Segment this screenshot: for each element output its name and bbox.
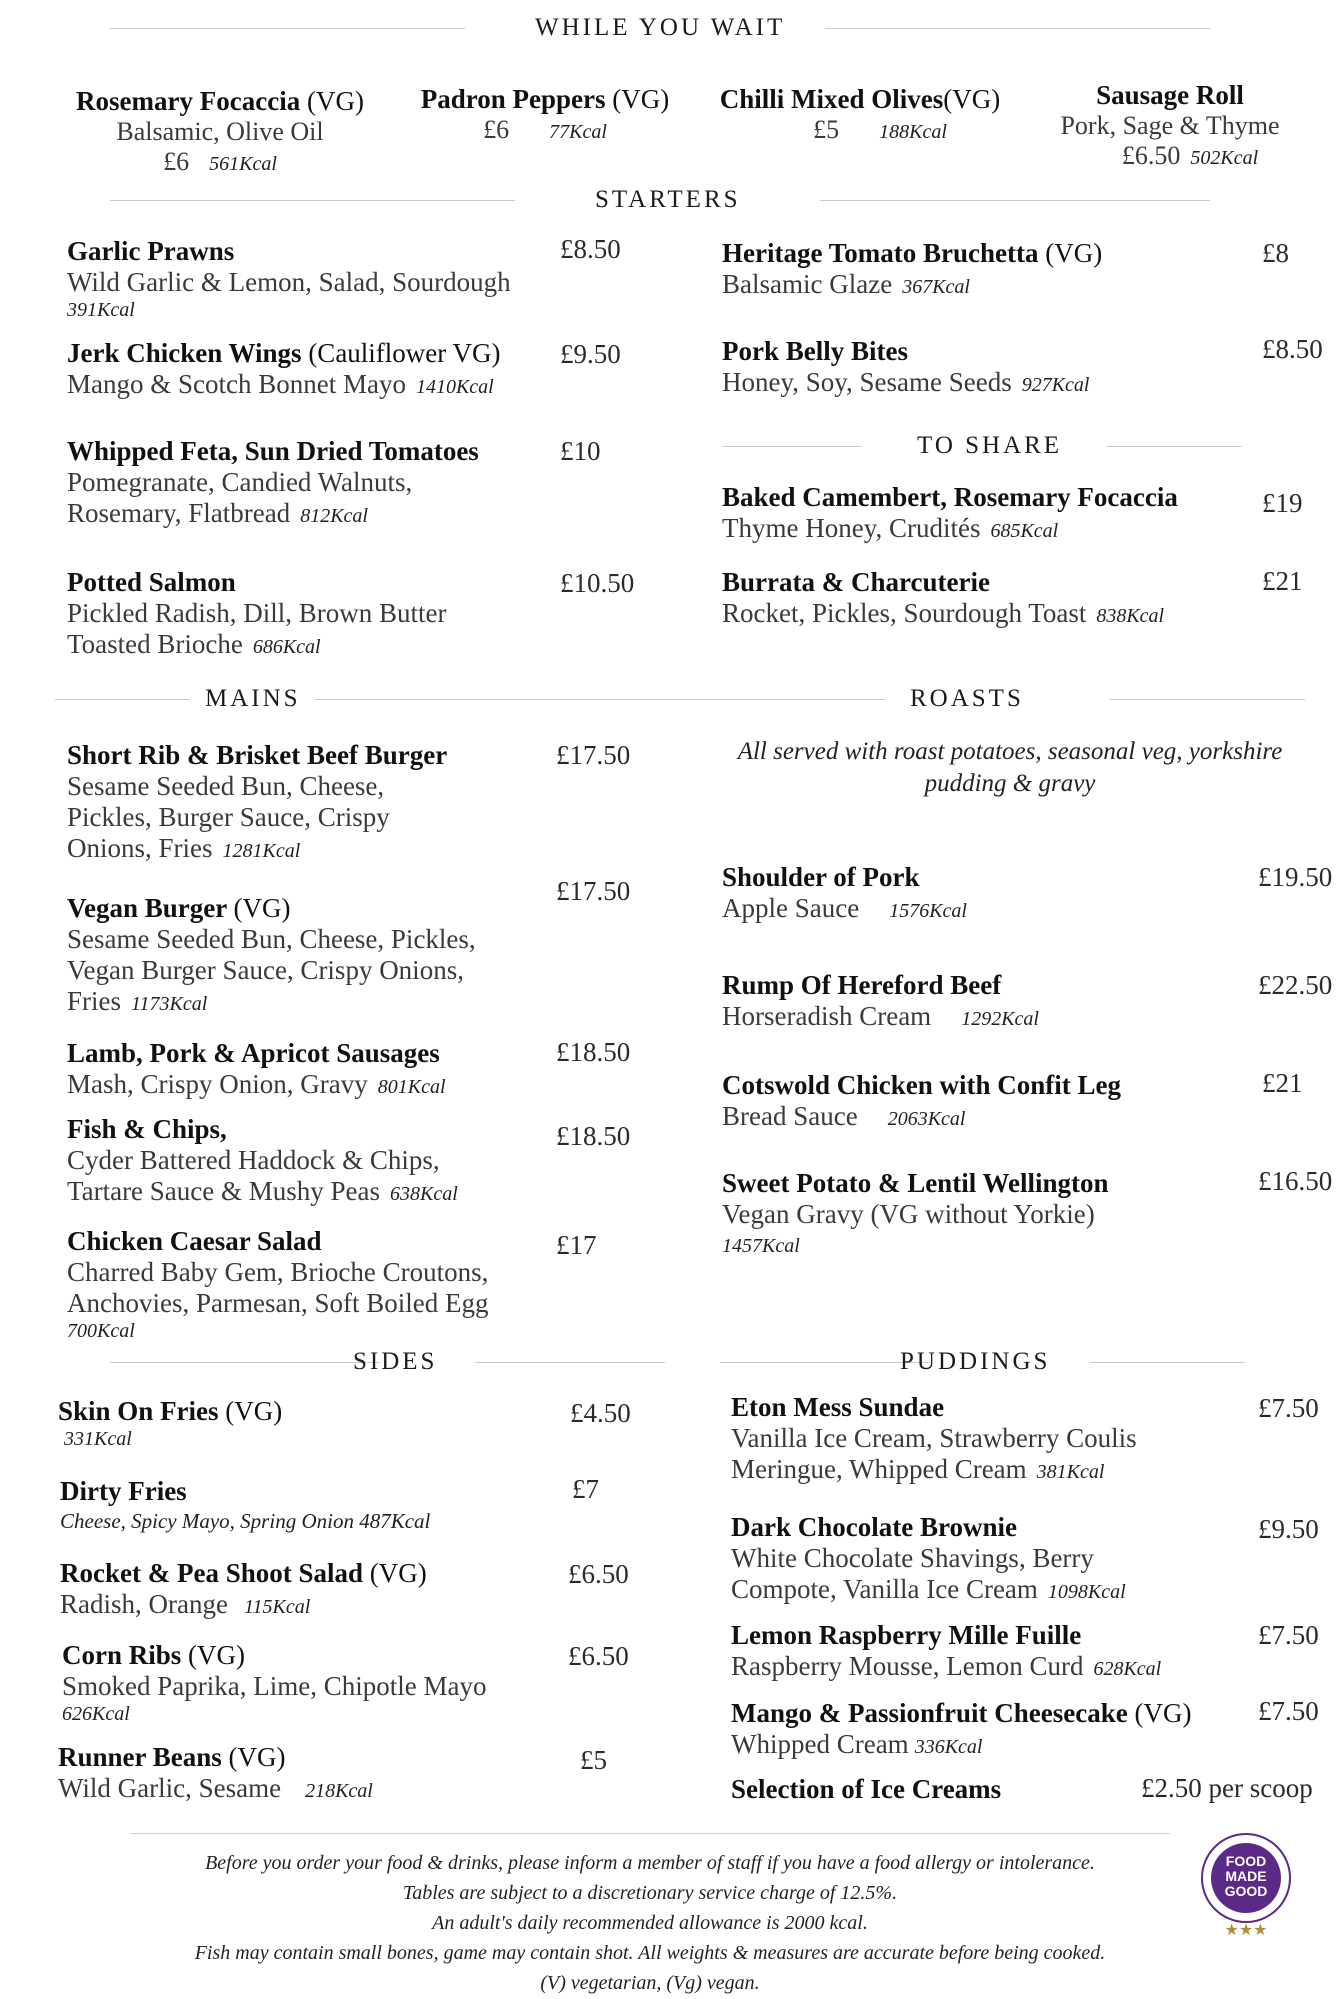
item-description: Toasted Brioche 686Kcal (67, 629, 321, 659)
footer-line: Tables are subject to a discretionary service charge of 12.5%. (402, 1882, 898, 1904)
item-price: £18.50 (556, 1037, 631, 1067)
item-kcal: 628Kcal (1093, 1658, 1162, 1680)
header-rule (110, 28, 465, 29)
item-price: £10 (560, 436, 601, 466)
item-price: £6.50 (568, 1641, 629, 1671)
section-header-sides (55, 1348, 665, 1378)
item-kcal: 1457Kcal (722, 1235, 800, 1257)
item-price: £18.50 (556, 1121, 631, 1151)
item-name: Dark Chocolate Brownie (731, 1512, 1017, 1542)
item-price: £8.50 (560, 234, 621, 264)
item-description: Onions, Fries 1281Kcal (67, 833, 301, 863)
item-price: £7.50 (1258, 1393, 1319, 1423)
item-description: Sesame Seeded Bun, Cheese, Pickles, (67, 924, 476, 954)
menu-item (60, 1558, 427, 1623)
item-price: £9.50 (560, 339, 621, 369)
item-description: Charred Baby Gem, Brioche Croutons, (67, 1257, 489, 1287)
menu-item (67, 1226, 488, 1343)
item-kcal: 331Kcal (64, 1428, 132, 1450)
item-description: Pickled Radish, Dill, Brown Butter (67, 598, 447, 628)
item-name: Vegan Burger (VG) (67, 893, 291, 923)
item-price-line (705, 115, 1015, 147)
item-name: Baked Camembert, Rosemary Focaccia (722, 482, 1178, 512)
item-description: Mash, Crispy Onion, Gravy 801Kcal (67, 1069, 446, 1099)
item-price-line (60, 147, 380, 179)
item-kcal: 336Kcal (914, 1736, 983, 1758)
item-name: Rosemary Focaccia (VG) (76, 86, 364, 116)
menu-item (1035, 80, 1305, 173)
section-header-puddings (660, 1348, 1305, 1378)
item-kcal: 188Kcal (879, 121, 947, 143)
item-name: Potted Salmon (67, 567, 236, 597)
footer-line: (V) vegetarian, (Vg) vegan. (540, 1972, 760, 1994)
header-rule (1107, 446, 1242, 447)
item-price-line (1035, 141, 1305, 173)
item-name: Chicken Caesar Salad (67, 1226, 322, 1256)
item-description: Compote, Vanilla Ice Cream 1098Kcal (731, 1574, 1126, 1604)
menu-item (67, 740, 447, 867)
item-price: £6 (483, 115, 510, 144)
footer-line: Before you order your food & drinks, please inform a member of staff if you have a food allergy or intolerance. (205, 1852, 1095, 1874)
item-price: £21 (1262, 566, 1303, 596)
item-price: £22.50 (1258, 970, 1333, 1000)
item-description: Fries 1173Kcal (67, 986, 208, 1016)
item-price: £7.50 (1258, 1620, 1319, 1650)
header-rule (720, 1362, 930, 1363)
item-kcal: 801Kcal (377, 1076, 446, 1098)
item-kcal: 77Kcal (549, 121, 607, 143)
menu-item (731, 1512, 1126, 1608)
item-name: Rump Of Hereford Beef (722, 970, 1002, 1000)
item-kcal: 686Kcal (252, 636, 321, 658)
menu-item (731, 1620, 1161, 1685)
item-description: Radish, Orange 115Kcal (60, 1589, 311, 1619)
header-rule (110, 1362, 380, 1363)
item-kcal: 218Kcal (305, 1780, 373, 1802)
footer-line: An adult's daily recommended allowance is 2000 kcal. (432, 1912, 868, 1934)
item-price-line (410, 115, 680, 147)
header-rule (1110, 699, 1305, 700)
item-description: Sesame Seeded Bun, Cheese, (67, 771, 385, 801)
item-price: £5 (580, 1745, 607, 1775)
menu-item (67, 436, 479, 532)
item-price: £6.50 (1121, 141, 1181, 170)
header-rule (660, 699, 885, 700)
menu-item (722, 970, 1039, 1035)
menu-item (410, 84, 680, 147)
menu-item (722, 482, 1178, 547)
item-description: Balsamic, Olive Oil (116, 117, 324, 146)
item-name: Lemon Raspberry Mille Fuille (731, 1620, 1082, 1650)
section-header-mains (55, 685, 665, 715)
item-kcal: 927Kcal (1021, 374, 1090, 396)
menu-item (722, 1070, 1121, 1135)
item-name: Skin On Fries (VG) (58, 1396, 283, 1426)
item-kcal: 1576Kcal (889, 900, 967, 922)
item-name: Fish & Chips, (67, 1114, 227, 1144)
section-title: SIDES (353, 1348, 438, 1375)
item-name: Mango & Passionfruit Cheesecake (VG) (731, 1698, 1192, 1728)
section-title: STARTERS (595, 186, 741, 213)
menu-item (722, 862, 967, 927)
item-name: Sweet Potato & Lentil Wellington (722, 1168, 1109, 1198)
item-name: Eton Mess Sundae (731, 1392, 945, 1422)
item-name: Garlic Prawns (67, 236, 235, 266)
item-description: Thyme Honey, Crudités 685Kcal (722, 513, 1059, 543)
section-header-starters (110, 186, 1210, 216)
item-description: Honey, Soy, Sesame Seeds 927Kcal (722, 367, 1090, 397)
menu-item (67, 1114, 458, 1210)
item-description: Vegan Gravy (VG without Yorkie) (722, 1199, 1095, 1229)
item-price: £5 (813, 115, 840, 144)
menu-item (60, 1476, 430, 1535)
item-kcal: 838Kcal (1096, 605, 1165, 627)
header-rule (1090, 1362, 1245, 1363)
item-price: £8 (1262, 238, 1289, 268)
menu-item (722, 1168, 1108, 1258)
item-name: Chilli Mixed Olives(VG) (719, 84, 1001, 114)
food-made-good-badge (1196, 1830, 1296, 1940)
item-name: Corn Ribs (VG) (62, 1640, 246, 1670)
item-description: Horseradish Cream 1292Kcal (722, 1001, 1039, 1031)
item-kcal: 685Kcal (990, 520, 1059, 542)
menu-item (731, 1698, 1191, 1763)
item-kcal: 115Kcal (243, 1596, 311, 1618)
menu-item (731, 1392, 1137, 1488)
section-title: TO SHARE (917, 432, 1063, 459)
item-description: Raspberry Mousse, Lemon Curd 628Kcal (731, 1651, 1162, 1681)
item-kcal: 638Kcal (390, 1183, 458, 1205)
item-name: Rocket & Pea Shoot Salad (VG) (60, 1558, 427, 1588)
item-kcal: 381Kcal (1036, 1461, 1105, 1483)
item-price: £6 (163, 147, 190, 176)
item-kcal: 1292Kcal (961, 1008, 1039, 1030)
menu-item (58, 1742, 373, 1807)
item-kcal: 502Kcal (1190, 147, 1259, 169)
item-name: Cotswold Chicken with Confit Leg (722, 1070, 1122, 1100)
item-description: Vanilla Ice Cream, Strawberry Coulis (731, 1423, 1137, 1453)
item-kcal: 700Kcal (67, 1320, 135, 1342)
item-description: Smoked Paprika, Lime, Chipotle Mayo (62, 1671, 487, 1701)
item-name: Padron Peppers (VG) (420, 84, 670, 114)
header-rule (722, 446, 862, 447)
menu-item (722, 238, 1102, 303)
item-price: £21 (1262, 1068, 1303, 1098)
badge-text-made: MADE (1225, 1868, 1267, 1884)
header-rule (825, 28, 1210, 29)
item-kcal: 367Kcal (902, 276, 970, 298)
item-description: Wild Garlic & Lemon, Salad, Sourdough (67, 267, 511, 297)
item-name: Heritage Tomato Bruchetta (VG) (722, 238, 1103, 268)
item-kcal: 812Kcal (300, 505, 368, 527)
item-kcal: 1173Kcal (131, 993, 208, 1015)
section-title: PUDDINGS (900, 1348, 1051, 1375)
item-description: Anchovies, Parmesan, Soft Boiled Egg (67, 1288, 489, 1318)
badge-stars-icon: ★★★ (1224, 1920, 1268, 1939)
item-description: Rocket, Pickles, Sourdough Toast 838Kcal (722, 598, 1165, 628)
item-name: Selection of Ice Creams (731, 1774, 1002, 1804)
item-name: Lamb, Pork & Apricot Sausages (67, 1038, 440, 1068)
menu-item (60, 86, 380, 179)
menu-item (722, 567, 1164, 632)
header-rule (820, 200, 1210, 201)
item-price: £6.50 (568, 1559, 629, 1589)
item-price: £16.50 (1258, 1166, 1333, 1196)
item-description: Balsamic Glaze 367Kcal (722, 269, 970, 299)
item-description: Wild Garlic, Sesame 218Kcal (58, 1773, 373, 1803)
item-kcal: 391Kcal (67, 299, 135, 321)
header-rule (475, 1362, 665, 1363)
item-price: £19 (1262, 488, 1303, 518)
item-price: £17.50 (556, 876, 631, 906)
item-description: Pork, Sage & Thyme (1060, 111, 1280, 140)
item-kcal: 1098Kcal (1047, 1581, 1126, 1603)
item-name: Short Rib & Brisket Beef Burger (67, 740, 448, 770)
item-description: Meringue, Whipped Cream 381Kcal (731, 1454, 1105, 1484)
item-description: Whipped Cream 336Kcal (731, 1729, 983, 1759)
menu-item (731, 1774, 1001, 1805)
menu-item (67, 338, 501, 403)
item-kcal: 561Kcal (209, 153, 277, 175)
item-kcal: 626Kcal (62, 1703, 130, 1725)
item-description: Bread Sauce 2063Kcal (722, 1101, 966, 1131)
item-description: Apple Sauce 1576Kcal (722, 893, 967, 923)
item-description: Pomegranate, Candied Walnuts, (67, 467, 413, 497)
menu-item (67, 893, 476, 1020)
item-price: £17 (556, 1230, 597, 1260)
header-rule (110, 200, 515, 201)
item-price: £7 (572, 1474, 599, 1504)
item-name: Dirty Fries (60, 1476, 187, 1506)
section-title: ROASTS (910, 685, 1024, 712)
item-description: White Chocolate Shavings, Berry (731, 1543, 1094, 1573)
item-description: Rosemary, Flatbread 812Kcal (67, 498, 368, 528)
item-price: £17.50 (556, 740, 631, 770)
item-name: Jerk Chicken Wings (Cauliflower VG) (67, 338, 501, 368)
item-price: £2.50 per scoop (1141, 1773, 1313, 1803)
menu-item (705, 84, 1015, 147)
allergy-footer (110, 1848, 1190, 1998)
item-kcal: 487Kcal (359, 1509, 431, 1533)
section-header-to-share (722, 432, 1242, 462)
item-name: Shoulder of Pork (722, 862, 920, 892)
menu-item (67, 567, 446, 663)
menu-item (58, 1396, 282, 1451)
item-description: Cyder Battered Haddock & Chips, (67, 1145, 440, 1175)
section-title: MAINS (205, 685, 301, 712)
item-name: Whipped Feta, Sun Dried Tomatoes (67, 436, 479, 466)
item-kcal: 2063Kcal (887, 1108, 966, 1130)
footer-rule (130, 1833, 1170, 1834)
menu-item (67, 236, 511, 322)
item-name: Pork Belly Bites (722, 336, 908, 366)
header-rule (55, 699, 190, 700)
item-description: Pickles, Burger Sauce, Crispy (67, 802, 390, 832)
item-price: £10.50 (560, 568, 635, 598)
roasts-note: All served with roast potatoes, seasonal veg, yorkshire pudding & gravy (737, 738, 1283, 797)
item-name: Runner Beans (VG) (58, 1742, 286, 1772)
item-kcal: 1410Kcal (415, 376, 494, 398)
item-description: Tartare Sauce & Mushy Peas 638Kcal (67, 1176, 458, 1206)
badge-text-good: GOOD (1224, 1883, 1268, 1899)
item-kcal: 1281Kcal (222, 840, 301, 862)
item-price: £7.50 (1258, 1696, 1319, 1726)
item-price: £9.50 (1258, 1514, 1319, 1544)
item-price: £4.50 (570, 1398, 631, 1428)
section-header-roasts (660, 685, 1305, 715)
item-description: Cheese, Spicy Mayo, Spring Onion 487Kcal (60, 1509, 431, 1533)
badge-text-food: FOOD (1225, 1853, 1267, 1869)
menu-item (67, 1038, 446, 1103)
footer-line: Fish may contain small bones, game may contain shot. All weights & measures are accurate before being cooked. (194, 1942, 1106, 1964)
menu-item (62, 1640, 486, 1726)
item-price: £8.50 (1262, 334, 1323, 364)
section-title: WHILE YOU WAIT (535, 14, 786, 41)
item-description: Mango & Scotch Bonnet Mayo 1410Kcal (67, 369, 494, 399)
section-header-while-you-wait (110, 14, 1210, 44)
item-name: Sausage Roll (1096, 80, 1244, 110)
menu-item (722, 336, 1090, 401)
item-description: Vegan Burger Sauce, Crispy Onions, (67, 955, 464, 985)
item-name: Burrata & Charcuterie (722, 567, 990, 597)
item-price: £19.50 (1258, 862, 1333, 892)
header-rule (315, 699, 665, 700)
